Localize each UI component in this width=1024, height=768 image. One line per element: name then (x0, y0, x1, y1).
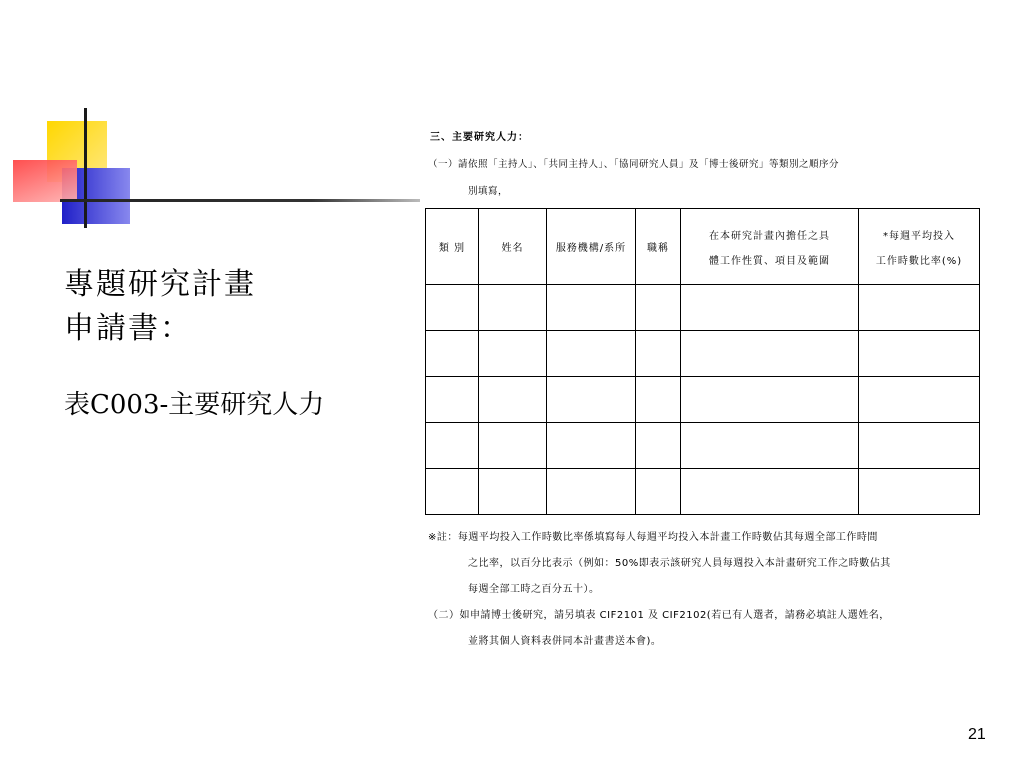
personnel-table (425, 208, 980, 515)
cell[interactable] (636, 423, 681, 469)
cell[interactable] (547, 331, 636, 377)
cell[interactable] (547, 377, 636, 423)
table-row (426, 377, 980, 423)
cell[interactable] (479, 285, 547, 331)
cell[interactable] (547, 469, 636, 515)
table-row (426, 331, 980, 377)
page-number: 21 (968, 726, 986, 743)
table-row (426, 285, 980, 331)
decor-horizontal-line (60, 199, 420, 202)
cell[interactable] (859, 469, 980, 515)
form-note-line1: ※註：每週平均投入工作時數比率係填寫每人每週平均投入本計畫工作時數佔其每週全部工作時間 (428, 532, 878, 543)
header-institution: 服務機構/系所 (547, 209, 636, 285)
cell[interactable] (426, 423, 479, 469)
table-row (426, 469, 980, 515)
cell[interactable] (681, 423, 859, 469)
cell[interactable] (479, 331, 547, 377)
cell[interactable] (681, 285, 859, 331)
cell[interactable] (426, 285, 479, 331)
cell[interactable] (426, 377, 479, 423)
cell[interactable] (547, 423, 636, 469)
cell[interactable] (636, 331, 681, 377)
header-category: 類 別 (426, 209, 479, 285)
decor-vertical-line (84, 108, 87, 228)
decor-red-square (13, 160, 77, 202)
table-header-row (426, 209, 980, 285)
form-note-line4: （二）如申請博士後研究，請另填表 CIF2101 及 CIF2102(若已有人選者，請務必填註人選姓名， (428, 610, 890, 621)
cell[interactable] (859, 377, 980, 423)
header-work-scope: 在本研究計畫內擔任之具 體工作性質、項目及範圍 (681, 209, 859, 285)
cell[interactable] (636, 377, 681, 423)
cell[interactable] (681, 377, 859, 423)
cell[interactable] (636, 285, 681, 331)
form-note-line5: 並將其個人資料表併同本計畫書送本會)。 (468, 636, 662, 647)
cell[interactable] (547, 285, 636, 331)
cell[interactable] (479, 469, 547, 515)
table-row (426, 423, 980, 469)
header-name: 姓名 (479, 209, 547, 285)
cell[interactable] (859, 285, 980, 331)
slide-title-line2: 申請書： (64, 311, 192, 346)
cell[interactable] (479, 377, 547, 423)
cell[interactable] (681, 469, 859, 515)
cell[interactable] (479, 423, 547, 469)
form-section-heading: 三、主要研究人力： (430, 132, 529, 143)
cell[interactable] (681, 331, 859, 377)
cell[interactable] (426, 331, 479, 377)
cell[interactable] (636, 469, 681, 515)
cell[interactable] (859, 423, 980, 469)
slide-title-line1: 專題研究計畫 (64, 267, 256, 302)
cell[interactable] (859, 331, 980, 377)
form-note-line3: 每週全部工時之百分五十）。 (468, 584, 600, 595)
form-note-line2: 之比率，以百分比表示（例如：50%即表示該研究人員每週投入本計畫研究工作之時數佔其 (468, 558, 891, 569)
slide-subtitle: 表C003-主要研究人力 (64, 390, 325, 420)
header-work-ratio: *每週平均投入 工作時數比率(%) (859, 209, 980, 285)
form-instruction-line1: （一）請依照「主持人」、「共同主持人」、「協同研究人員」及「博士後研究」等類別之順序分 (428, 159, 840, 170)
header-title: 職稱 (636, 209, 681, 285)
form-instruction-line2: 別填寫， (468, 186, 509, 197)
cell[interactable] (426, 469, 479, 515)
